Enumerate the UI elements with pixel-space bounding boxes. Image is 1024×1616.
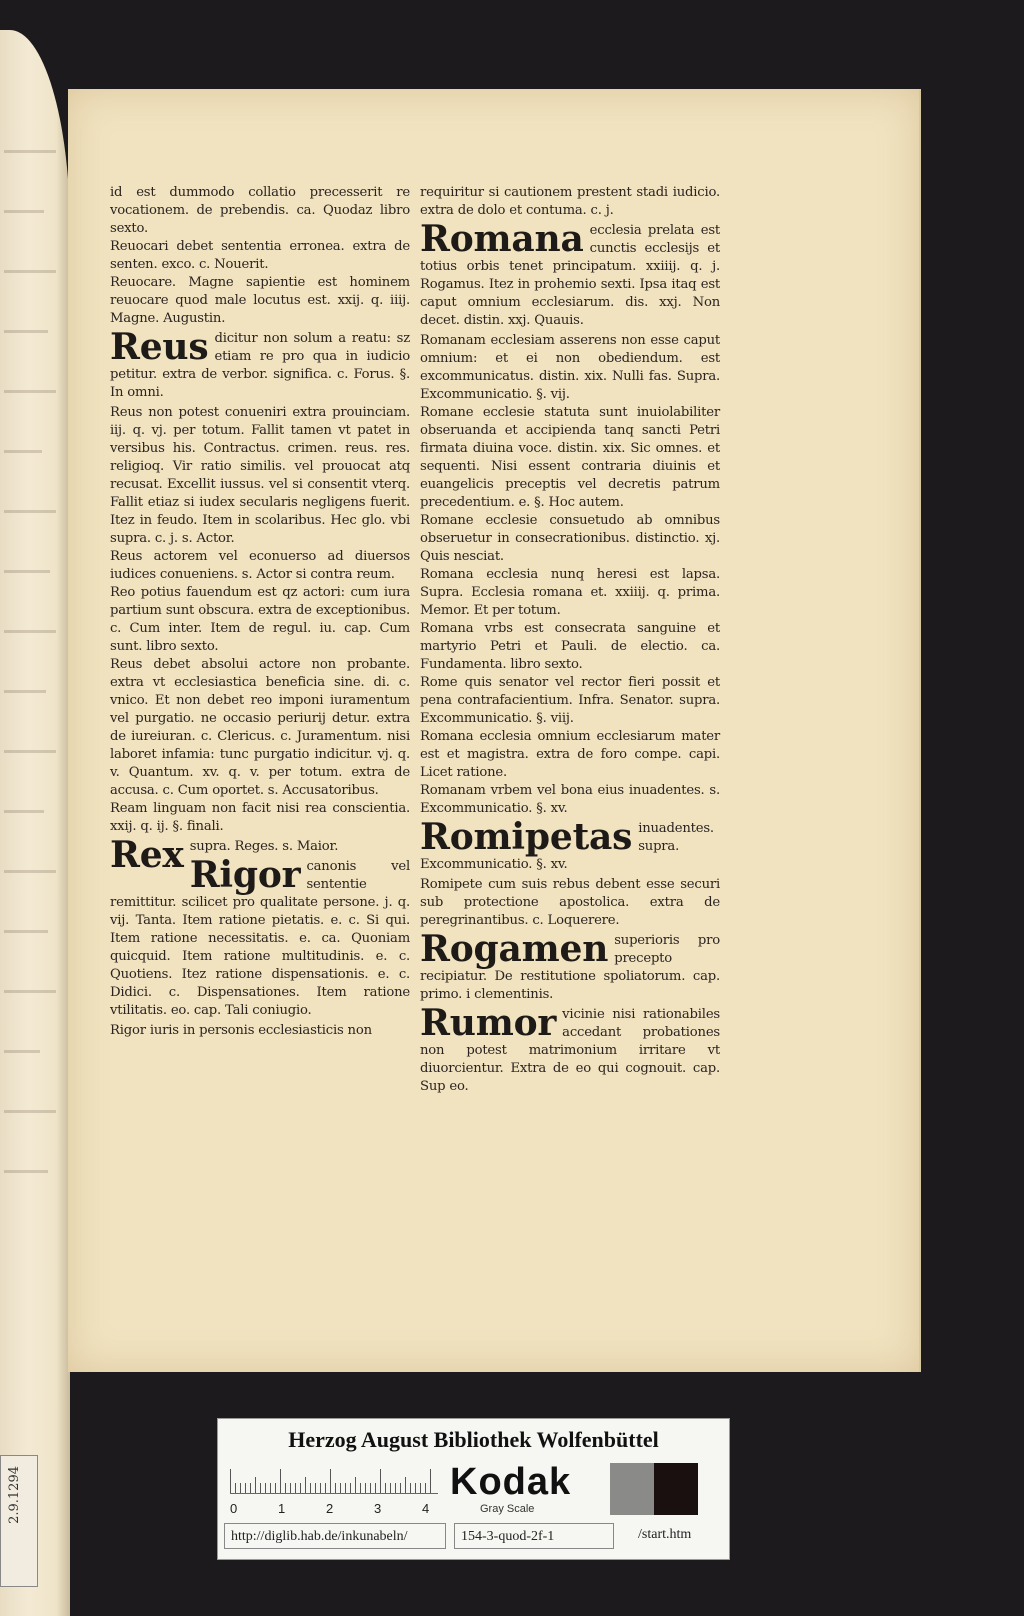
text-entry [110, 1022, 410, 1040]
entry-text: Reus actorem vel econuerso ad diuersos iudices conueniens. s. Actor si contra reum. [110, 549, 410, 582]
ruler-tick [325, 1483, 326, 1493]
text-entry [420, 876, 720, 930]
ruler-tick [380, 1469, 381, 1493]
entry-text: dicitur non solum a reatu: sz etiam re pro qua in iudicio petitur. extra de verbor. significa. c. Forus. §. In omni. [110, 331, 410, 400]
headword: Romipetas [420, 816, 633, 858]
ruler-tick [355, 1477, 356, 1493]
right-text-column [420, 184, 720, 1098]
headword: Rogamen [420, 928, 609, 970]
ruler-tick [285, 1483, 286, 1493]
ruler-tick [430, 1469, 431, 1493]
ruler-numbers [230, 1501, 440, 1517]
ruler-tick [350, 1483, 351, 1493]
ruler-tick [385, 1483, 386, 1493]
entry-text: Rigor iuris in personis ecclesiasticis non [110, 1023, 372, 1038]
ruler-tick [370, 1483, 371, 1493]
text-entry [110, 584, 410, 656]
text-entry [420, 512, 720, 566]
entry-text: id est dummodo collatio precesserit re vocationem. de prebendis. ca. Quodaz libro sexto. [110, 185, 410, 236]
ruler-tick [255, 1477, 256, 1493]
ruler-tick [290, 1483, 291, 1493]
text-entry [420, 620, 720, 674]
black-swatch [654, 1463, 698, 1515]
gray-scale-label: Gray Scale [480, 1503, 535, 1515]
entry-text: inuadentes. supra. Excommunicatio. §. xv. [420, 821, 714, 872]
ruler-tick [400, 1483, 401, 1493]
start-link-label: /start.htm [638, 1527, 692, 1542]
entry-text: Romanam ecclesiam asserens non esse caput omnium: et ei non obediendum. est excommunicatus. distin. xix. Nulli fas. Supra. Excommunicatio. §. vij. [420, 333, 720, 402]
entry-text: Reo potius fauendum est qz actori: cum iura partium sunt obscura. extra de exceptionibus. c. Cum inter. Item de regul. iu. cap. Cum sunt. libro sexto. [110, 585, 410, 654]
ruler-tick [405, 1477, 406, 1493]
shelf-label [0, 1455, 38, 1587]
ruler-tick [375, 1483, 376, 1493]
entry-text: Reuocare. Magne sapientie est hominem reuocare quod male locutus est. xxij. q. iiij. Magne. Augustin. [110, 275, 410, 326]
shelfmark-label: 154-3-quod-2f-1 [454, 1523, 614, 1549]
text-entry [420, 184, 720, 220]
entry-text: Romanam vrbem vel bona eius inuadentes. s. Excommunicatio. §. xv. [420, 783, 720, 816]
entry-text: Romane ecclesie statuta sunt inuiolabiliter obseruanda et accipienda tanq sancti Petri firmata diuina voce. distin. xix. Sic omnes. et sequenti. Nisi essent contraria diuinis et euangelicis preceptis vel decretis patrum precedentium. e. §. Hoc autem. [420, 405, 720, 510]
ruler-tick [235, 1483, 236, 1493]
headword: Reus [110, 326, 209, 368]
ruler-tick [360, 1483, 361, 1493]
text-entry [420, 566, 720, 620]
entry-text: Romana ecclesia nunq heresi est lapsa. Supra. Ecclesia romana et. xxiiij. q. prima. Memor. Et per totum. [420, 567, 720, 618]
text-entry [420, 1002, 720, 1096]
library-title: Herzog August Bibliothek Wolfenbüttel [288, 1427, 659, 1452]
shelf-label-text: 2.9.1294 [7, 1466, 22, 1524]
ruler-tick [280, 1469, 281, 1493]
entry-text: Romipete cum suis rebus debent esse securi sub protectione apostolica. extra de peregrinantibus. c. Loquerere. [420, 877, 720, 928]
entry-text: Romana vrbs est consecrata sanguine et martyrio Petri et Pauli. de electio. ca. Fundamenta. libro sexto. [420, 621, 720, 672]
entry-text: Romana ecclesia omnium ecclesiarum mater est et magistra. extra de foro compe. capi. Licet ratione. [420, 729, 720, 780]
text-entry [420, 218, 720, 330]
document-page [68, 89, 921, 1372]
left-text-column [110, 184, 410, 1040]
entry-text: Romane ecclesie consuetudo ab omnibus obseruetur in consecrationibus. distinctio. xj. Quis nesciat. [420, 513, 720, 564]
ruler-tick [420, 1483, 421, 1493]
text-entry [110, 404, 410, 548]
entry-text: Reus debet absolui actore non probante. extra vt ecclesiastica beneficia sine. di. c. vnico. Et non debet reo imponi iuramentum vel purgatio. ne occasio periurij detur. extra de iureiuran. c. Clericus. c. Juramentum. nisi laboret infamia: tunc purgatio indicitur. vj. q. v. Quantum. xv. q. v. per totum. extra de accusa. c. Cum oportet. s. Accusatoribus. [110, 657, 410, 798]
text-entry [110, 800, 410, 836]
ruler-tick [330, 1469, 331, 1493]
ruler-tick [390, 1483, 391, 1493]
text-entry [420, 928, 720, 1004]
ruler-tick [315, 1483, 316, 1493]
ruler-tick [295, 1483, 296, 1493]
ruler-tick [245, 1483, 246, 1493]
text-entry [420, 332, 720, 404]
text-entry [110, 656, 410, 800]
entry-text: Ream linguam non facit nisi rea conscientia. xxij. q. ij. §. finali. [110, 801, 410, 834]
headword: Rumor [420, 1002, 557, 1044]
headword: Romana [420, 218, 584, 260]
kodak-logo: Kodak [450, 1461, 572, 1503]
ruler-number: 2 [326, 1501, 334, 1516]
entry-text: ecclesia prelata est cunctis ecclesijs et totius orbis tenet principatum. xxiiij. q. j. Rogamus. Itez in prohemio sexti. Ipsa itaq est caput omnium ecclesiarum. dis. xxj. Non decet. distin. xxj. Quauis. [420, 223, 720, 328]
entry-text: Reuocari debet sententia erronea. extra de senten. exco. c. Nouerit. [110, 239, 410, 272]
ruler-tick [340, 1483, 341, 1493]
ruler-tick [265, 1483, 266, 1493]
ruler-tick [425, 1483, 426, 1493]
ruler-tick [270, 1483, 271, 1493]
url-label: http://diglib.hab.de/inkunabeln/ [224, 1523, 446, 1549]
left-facing-page [0, 30, 70, 1616]
ruler-tick [415, 1483, 416, 1493]
entry-text: requiritur si cautionem prestent stadi iudicio. extra de dolo et contuma. c. j. [420, 185, 720, 218]
ruler-scale [230, 1467, 438, 1494]
ruler-tick [410, 1483, 411, 1493]
entry-text: vicinie nisi rationabiles accedant probationes non potest matrimonium irritare vt diuorcientur. Extra de eo qui cognouit. cap. Sup eo. [420, 1007, 720, 1094]
gray-swatch [610, 1463, 654, 1515]
text-entry [110, 548, 410, 584]
ruler-tick [335, 1483, 336, 1493]
entry-text: Rome quis senator vel rector fieri possit et pena contrafacientium. Infra. Senator. supra. Excommunicatio. §. viij. [420, 675, 720, 726]
headword: Rigor [189, 854, 301, 896]
ruler-tick [260, 1483, 261, 1493]
entry-text: superioris pro precepto recipiatur. De restitutione spoliatorum. cap. primo. i clementinis. [420, 933, 720, 1002]
text-entry [110, 184, 410, 238]
text-entry [110, 326, 410, 402]
text-entry [420, 674, 720, 728]
color-reference-card [217, 1418, 730, 1560]
ruler-tick [320, 1483, 321, 1493]
ruler-tick [305, 1477, 306, 1493]
headword: Rex [110, 834, 184, 876]
text-entry [420, 816, 720, 874]
ruler-tick [230, 1469, 231, 1493]
text-entry [110, 274, 410, 328]
ruler-tick [240, 1483, 241, 1493]
ruler-tick [310, 1483, 311, 1493]
entry-text: canonis vel sententie remittitur. scilicet pro qualitate persone. j. q. vij. Tanta. Item ratione pietatis. e. c. Si qui. Item ratione necessitatis. e. ca. Quoniam quicquid. Item ratione multitudinis. e. c. Quotiens. Itez ratione dispensationis. e. c. Didici. c. Dispensationes. Item ratione vtilitatis. eo. cap. Tali coniugio. [110, 859, 410, 1018]
text-entry [420, 404, 720, 512]
ruler-tick [300, 1483, 301, 1493]
ruler-number: 3 [374, 1501, 382, 1516]
entry-text: supra. Reges. s. Maior. [189, 839, 339, 854]
ruler-number: 0 [230, 1501, 238, 1516]
text-entry [420, 728, 720, 782]
text-entry [110, 238, 410, 274]
ruler-tick [345, 1483, 346, 1493]
ruler-tick [395, 1483, 396, 1493]
ruler-tick [250, 1483, 251, 1493]
text-entry [420, 782, 720, 818]
ruler-tick [365, 1483, 366, 1493]
ruler-number: 1 [278, 1501, 286, 1516]
entry-text: Reus non potest conueniri extra prouinciam. iij. q. vj. per totum. Fallit tamen vt patet in versibus his. Contractus. crimen. reus. res. religioq. Vir ratio similis. vel prouocat atq recusat. Excellit iussus. vel si consentit vterq. Fallit etiaz si iudex secularis negligens fuerit. Itez in feudo. Item in scolaribus. Hec glo. vbi supra. c. j. s. Actor. [110, 405, 410, 546]
ruler-tick [275, 1483, 276, 1493]
ruler-number: 4 [422, 1501, 430, 1516]
